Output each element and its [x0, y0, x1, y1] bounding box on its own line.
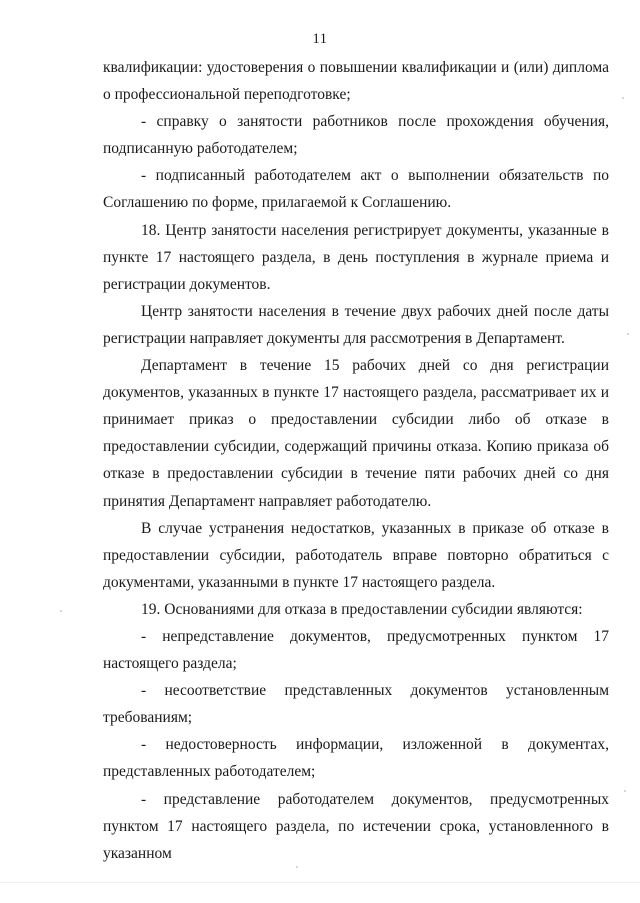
- paragraph: Департамент в течение 15 рабочих дней со дня регистрации документов, указанных в пункте 17 настоящего раздела, рассматривает их и принимает приказ о предоставлении субсидии либо об отказе в предоставлении субсидии, содержащий причины отказа. Копию приказа об отказе в предоставлении субсидии в течение пяти рабочих дней со дня принятия Департамент направляет работодателю.: [103, 357, 609, 510]
- scan-speck: [624, 790, 626, 792]
- scan-speck: [627, 333, 629, 335]
- scan-speck: [622, 97, 624, 99]
- paragraph: - подписанный работодателем акт о выполнении обязательств по Соглашению по форме, прилагаемой к Соглашению.: [103, 167, 609, 212]
- document-body: [103, 54, 609, 867]
- paragraph: 19. Основаниями для отказа в предоставлении субсидии являются:: [141, 600, 583, 618]
- paragraph: - недостоверность информации, изложенной в документах, представленных работодателем;: [103, 736, 609, 781]
- paragraph: - справку о занятости работников после прохождения обучения, подписанную работодателем;: [103, 113, 609, 158]
- page-number: 11: [312, 31, 328, 47]
- scan-speck: [60, 610, 62, 612]
- paragraph: - непредставление документов, предусмотренных пунктом 17 настоящего раздела;: [103, 627, 609, 673]
- paragraph: В случае устранения недостатков, указанных в приказе об отказе в предоставлении субсидии, работодатель вправе повторно обратиться с документами, указанными в пункте 17 настоящего раздела.: [103, 519, 609, 591]
- paragraph: 18. Центр занятости населения регистрирует документы, указанные в пункте 17 настоящего раздела, в день поступления в журнале приема и регистрации документов.: [103, 221, 609, 293]
- paragraph-continued: - представление работодателем документов, предусмотренных пунктом 17 настоящего раздела, по истечении срока, установленного в указанном: [103, 790, 609, 862]
- paragraph: - несоответствие представленных документов установленным требованиям;: [103, 682, 609, 727]
- scan-edge: [0, 882, 640, 883]
- paragraph: Центр занятости населения в течение двух рабочих дней после даты регистрации направляет документы для рассмотрения в Департамент.: [103, 302, 609, 347]
- paragraph: квалификации: удостоверения о повышении квалификации и (или) диплома о профессиональной переподготовке;: [103, 59, 609, 104]
